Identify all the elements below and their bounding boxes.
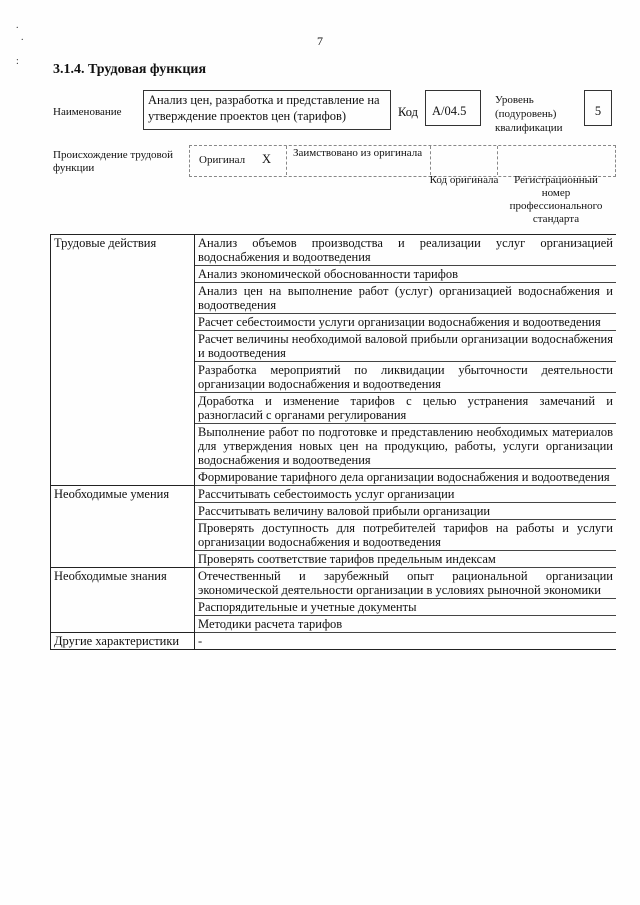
item-cell: Методики расчета тарифов	[195, 616, 617, 633]
labor-function-table	[50, 234, 616, 650]
item-cell: Выполнение работ по подготовке и представлению необходимых материалов для утверждения новых цен на продукцию, работы, услуги организации водоснабжения и водоотведения	[195, 424, 617, 469]
table-row	[51, 235, 617, 266]
item-cell: -	[195, 633, 617, 650]
reg-number-caption: Регистрационный номер профессионального стандарта	[509, 174, 603, 225]
item-cell: Разработка мероприятий по ликвидации убыточности деятельности организации водоснабжения и водоотведения	[195, 362, 617, 393]
item-cell: Доработка и изменение тарифов с целью устранения замечаний и разногласий с органами регулирования	[195, 393, 617, 424]
category-cell: Другие характеристики	[51, 633, 195, 650]
category-cell: Необходимые знания	[51, 568, 195, 633]
item-cell: Формирование тарифного дела организации водоснабжения и водоотведения	[195, 469, 617, 486]
borrowed-label: Заимствовано из оригинала	[293, 147, 423, 159]
item-cell: Рассчитывать величину валовой прибыли организации	[195, 503, 617, 520]
name-value: Анализ цен, разработка и представление на утверждение проектов цен (тарифов)	[143, 90, 391, 130]
item-cell: Анализ цен на выполнение работ (услуг) организацией водоснабжения и водоотведения	[195, 283, 617, 314]
code-label: Код	[398, 105, 418, 119]
code-value: A/04.5	[425, 90, 481, 126]
table-row	[51, 633, 617, 650]
scan-marks: . . :	[16, 20, 24, 67]
category-cell: Трудовые действия	[51, 235, 195, 486]
table-row	[51, 486, 617, 503]
divider	[286, 146, 288, 175]
item-cell: Отечественный и зарубежный опыт рациональной организации экономической деятельности организации в условиях рыночной экономики	[195, 568, 617, 599]
level-label: Уровень (подуровень) квалификации	[495, 94, 563, 134]
item-cell: Расчет величины необходимой валовой прибыли организации водоснабжения и водоотведения	[195, 331, 617, 362]
origin-label: Происхождение трудовой функции	[53, 149, 174, 174]
item-cell: Распорядительные и учетные документы	[195, 599, 617, 616]
code-original-caption: Код оригинала	[429, 174, 499, 186]
item-cell: Анализ объемов производства и реализации услуг организацией водоснабжения и водоотведения	[195, 235, 617, 266]
original-mark: X	[262, 152, 272, 166]
name-label: Наименование	[53, 106, 122, 118]
original-label: Оригинал	[199, 154, 246, 166]
divider	[430, 146, 432, 175]
page-number: 7	[317, 34, 323, 48]
table-row	[51, 568, 617, 599]
level-value: 5	[584, 90, 612, 126]
item-cell: Рассчитывать себестоимость услуг организации	[195, 486, 617, 503]
item-cell: Анализ экономической обоснованности тарифов	[195, 266, 617, 283]
item-cell: Проверять соответствие тарифов предельным индексам	[195, 551, 617, 568]
item-cell: Расчет себестоимости услуги организации водоснабжения и водоотведения	[195, 314, 617, 331]
section-title: 3.1.4. Трудовая функция	[53, 62, 207, 77]
divider	[497, 146, 499, 175]
category-cell: Необходимые умения	[51, 486, 195, 568]
item-cell: Проверять доступность для потребителей тарифов на работы и услуги организации водоснабжения и водоотведения	[195, 520, 617, 551]
